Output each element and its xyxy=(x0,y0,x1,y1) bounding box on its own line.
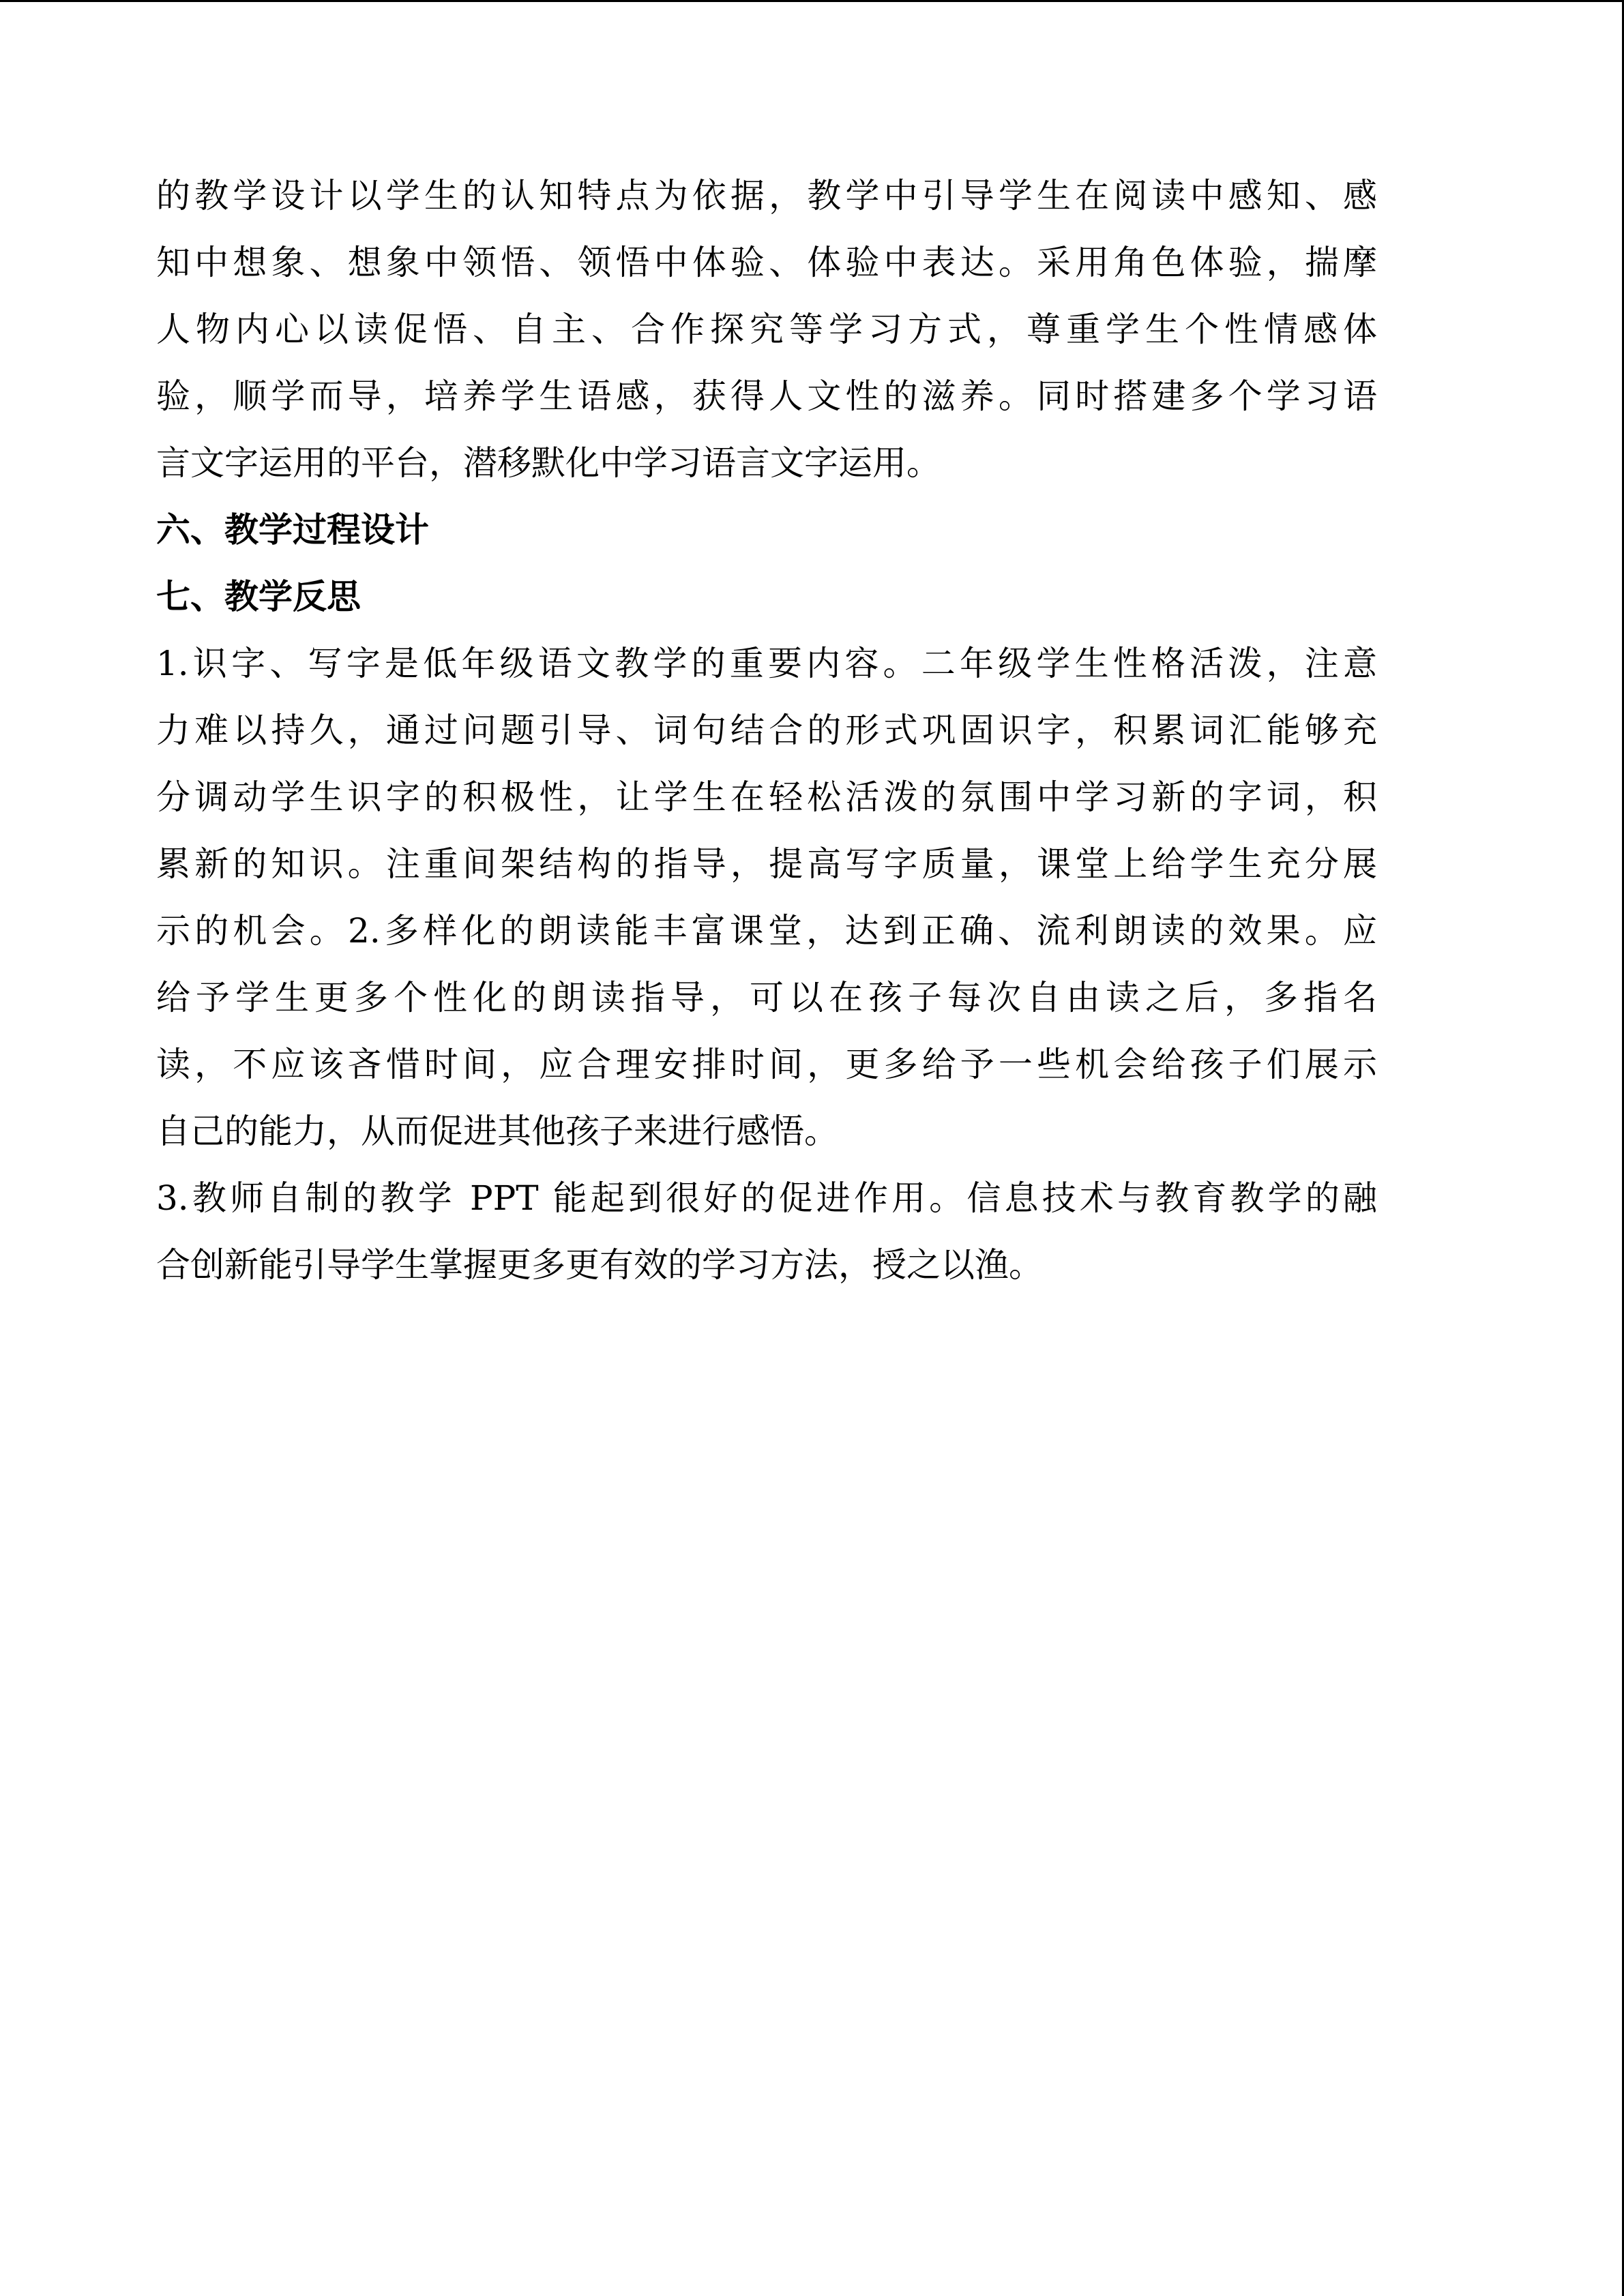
paragraph-line: 的教学设计以学生的认知特点为依据，教学中引导学生在阅读中感知、感 xyxy=(156,176,1377,215)
paragraph-line: 3.教师自制的教学 PPT 能起到很好的促进作用。信息技术与教育教学的融 xyxy=(156,1178,1377,1218)
paragraph-line: 分调动学生识字的积极性，让学生在轻松活泼的氛围中学习新的字词，积 xyxy=(156,777,1377,817)
section-heading-teaching-reflection: 七、教学反思 xyxy=(156,577,361,616)
paragraph-line: 合创新能引导学生掌握更多更有效的学习方法，授之以渔。 xyxy=(156,1245,1043,1285)
paragraph-line: 示的机会。2.多样化的朗读能丰富课堂，达到正确、流利朗读的效果。应 xyxy=(156,911,1377,951)
paragraph-line: 累新的知识。注重间架结构的指导，提高写字质量，课堂上给学生充分展 xyxy=(156,844,1377,884)
paragraph-line: 知中想象、想象中领悟、领悟中体验、体验中表达。采用角色体验，揣摩 xyxy=(156,243,1377,282)
paragraph-line: 力难以持久，通过问题引导、词句结合的形式巩固识字，积累词汇能够充 xyxy=(156,711,1377,750)
document-body xyxy=(156,162,1377,1298)
paragraph-line: 言文字运用的平台，潜移默化中学习语言文字运用。 xyxy=(156,443,941,483)
paragraph-line: 给予学生更多个性化的朗读指导，可以在孩子每次自由读之后，多指名 xyxy=(156,978,1377,1017)
paragraph-line: 人物内心以读促悟、自主、合作探究等学习方式，尊重学生个性情感体 xyxy=(156,310,1377,349)
paragraph-line: 验，顺学而导，培养学生语感，获得人文性的滋养。同时搭建多个学习语 xyxy=(156,376,1377,416)
paragraph-line: 1.识字、写字是低年级语文教学的重要内容。二年级学生性格活泼，注意 xyxy=(156,644,1377,683)
paragraph-line: 自己的能力，从而促进其他孩子来进行感悟。 xyxy=(156,1112,838,1151)
paragraph-line: 读，不应该吝惜时间，应合理安排时间，更多给予一些机会给孩子们展示 xyxy=(156,1045,1377,1084)
section-heading-teaching-process: 六、教学过程设计 xyxy=(156,510,429,550)
